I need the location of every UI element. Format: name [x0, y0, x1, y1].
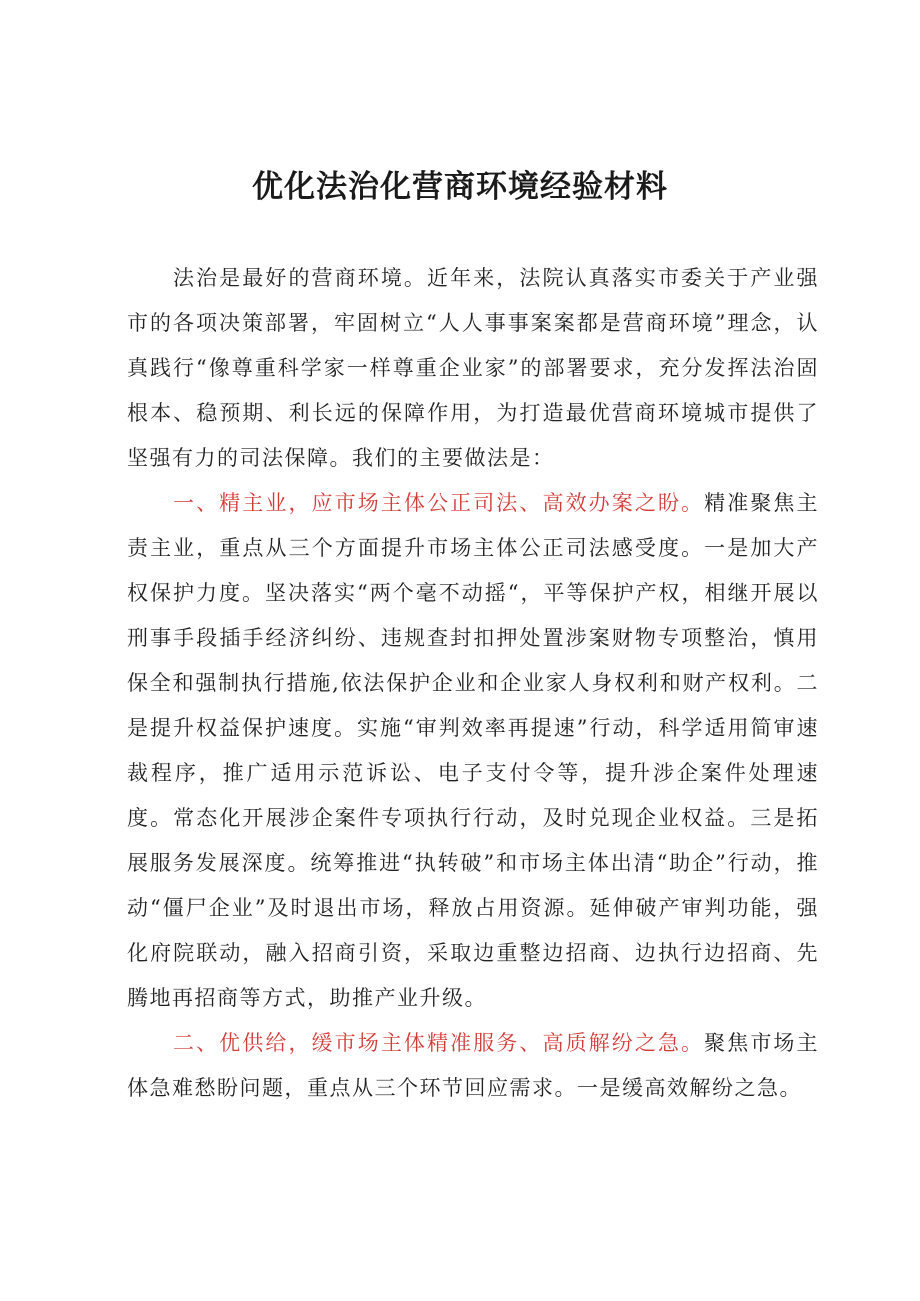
- paragraph-section-1: [127, 481, 819, 1021]
- section-2-text: 聚焦市场主体急难愁盼问题，重点从三个环节回应需求。一是缓高效解纷之急。: [127, 1031, 820, 1100]
- section-2-heading: 二、优供给，缓市场主体精准服务、高质解纷之急。: [173, 1031, 705, 1055]
- section-1-text: 精准聚焦主责主业，重点从三个方面提升市场主体公正司法感受度。一是加大产权保护力度。坚决落实“两个毫不动摇“，平等保护产权，相继开展以刑事手段插手经济纠纷、违规查封扣押处置涉案财物专项整治，慎用保全和强制执行措施,依法保护企业和企业家人身权利和财产权利。二是提升权益保护速度。实施“审判效率再提速”行动，科学适用简审速裁程序，推广适用示范诉讼、电子支付令等，提升涉企案件处理速度。常态化开展涉企案件专项执行行动，及时兑现企业权益。三是拓展服务发展深度。统筹推进“执转破”和市场主体出清“助企”行动，推动“僵尸企业”及时退出市场，释放占用资源。延伸破产审判功能，强化府院联动，融入招商引资，采取边重整边招商、边执行边招商、先腾地再招商等方式，助推产业升级。: [127, 491, 820, 1010]
- document-title: 优化法治化营商环境经验材料: [252, 169, 668, 205]
- paragraph-intro-text: 法治是最好的营商环境。近年来，法院认真落实市委关于产业强市的各项决策部署，牢固树立“人人事事案案都是营商环境”理念，认真践行“像尊重科学家一样尊重企业家”的部署要求，充分发挥法治固根本、稳预期、利长远的保障作用，为打造最优营商环境城市提供了坚强有力的司法保障。我们的主要做法是：: [127, 266, 819, 470]
- section-1-heading: 一、精主业，应市场主体公正司法、高效办案之盼。: [173, 491, 705, 515]
- document-body: [127, 256, 819, 1111]
- paragraph-intro: [127, 256, 819, 481]
- paragraph-section-2: [127, 1021, 819, 1111]
